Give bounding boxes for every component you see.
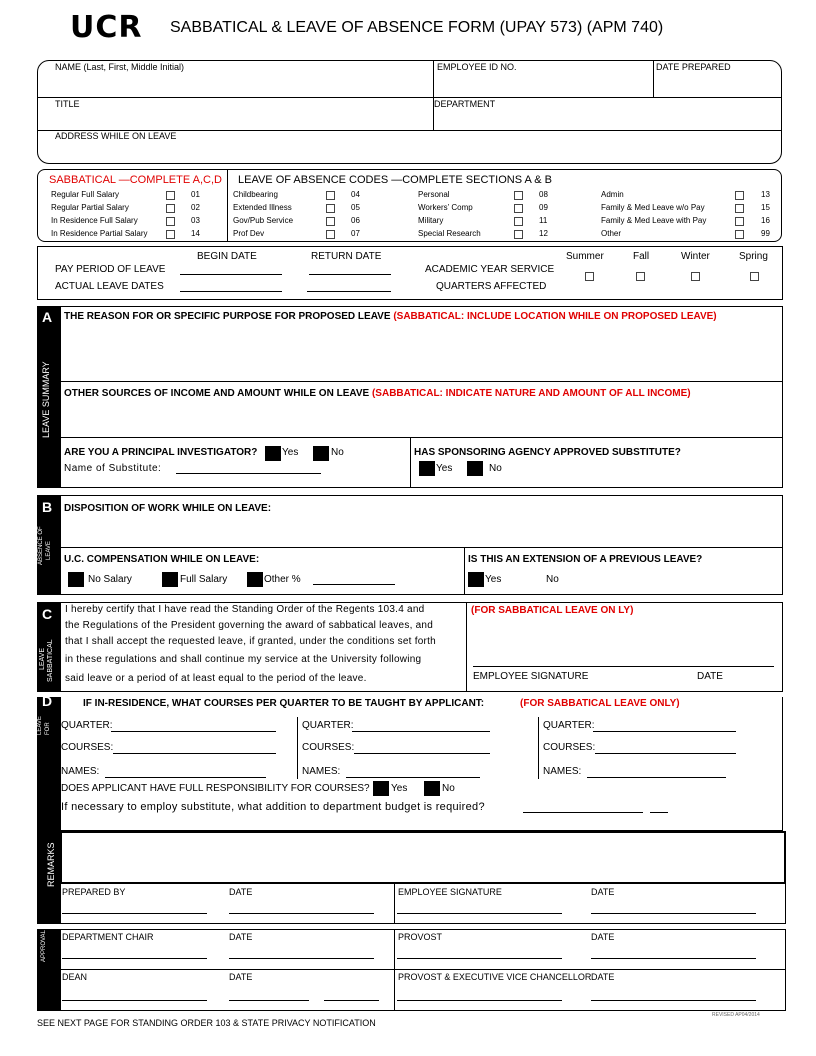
courses-label: COURSES: — [543, 742, 596, 753]
income-label — [64, 388, 691, 399]
budget-question: If necessary to employ substitute, what addition to department budget is required? — [61, 801, 485, 813]
pay-period-return-line[interactable] — [309, 274, 391, 275]
loa-codes-heading: LEAVE OF ABSENCE CODES —COMPLETE SECTIONS A & B — [238, 174, 552, 186]
code-label: Special Research — [418, 229, 481, 238]
prepared-date-label: DATE — [229, 887, 253, 897]
income-text: OTHER SOURCES OF INCOME AND AMOUNT WHILE ON LEAVE — [64, 388, 372, 399]
title-field[interactable]: TITLE — [55, 99, 80, 109]
address-field[interactable]: ADDRESS WHILE ON LEAVE — [55, 131, 177, 141]
sabbatical-codes-heading: SABBATICAL —COMPLETE A,C,D — [49, 174, 222, 186]
summer-checkbox[interactable] — [585, 272, 594, 281]
season-winter: Winter — [681, 251, 710, 262]
code-checkbox[interactable] — [166, 191, 175, 200]
code-label: Military — [418, 216, 444, 225]
code-number: 14 — [191, 229, 200, 238]
quarter-line[interactable] — [593, 731, 736, 732]
code-checkbox[interactable] — [326, 191, 335, 200]
footer-note: SEE NEXT PAGE FOR STANDING ORDER 103 & STATE PRIVACY NOTIFICATION — [37, 1018, 376, 1028]
no-salary-checkbox[interactable] — [68, 572, 84, 587]
dept-chair-line[interactable] — [62, 958, 207, 959]
code-checkbox[interactable] — [735, 230, 744, 239]
quarter-label: QUARTER: — [302, 720, 354, 731]
code-label: Family & Med Leave w/o Pay — [601, 203, 705, 212]
no-salary-label: No Salary — [88, 574, 132, 585]
provost-evc-date-label: DATE — [591, 972, 615, 982]
code-number: 06 — [351, 216, 360, 225]
code-number: 09 — [539, 203, 548, 212]
provost-line[interactable] — [397, 958, 562, 959]
code-label: In Residence Full Salary — [51, 216, 138, 225]
actual-dates-label: ACTUAL LEAVE DATES — [55, 281, 164, 292]
names-label: NAMES: — [543, 766, 582, 777]
pi-no-label: No — [331, 447, 344, 458]
ucr-logo: UCR — [70, 10, 143, 45]
provost-evc-label: PROVOST & EXECUTIVE VICE CHANCELLOR — [398, 972, 592, 982]
sabbatical-only-note: (FOR SABBATICAL LEAVE ON LY) — [471, 605, 634, 616]
leave-label-c: LEAVE — [39, 647, 46, 670]
full-resp-no-label: No — [442, 783, 455, 794]
code-number: 04 — [351, 190, 360, 199]
disposition-label: DISPOSITION OF WORK WHILE ON LEAVE: — [64, 503, 272, 514]
pi-question: ARE YOU A PRINCIPAL INVESTIGATOR? — [64, 447, 258, 458]
section-b-letter: B — [42, 499, 53, 515]
income-red-text: (SABBATICAL: INDICATE NATURE AND AMOUNT OF ALL INCOME) — [371, 388, 691, 399]
names-label: NAMES: — [302, 766, 341, 777]
names-line[interactable] — [346, 777, 480, 778]
remarks-field[interactable] — [60, 831, 786, 884]
code-label: Other — [601, 229, 622, 238]
employee-signature-label-c: EMPLOYEE SIGNATURE — [473, 671, 589, 682]
section-a-letter: A — [42, 309, 53, 325]
begin-date-heading: BEGIN DATE — [197, 251, 257, 262]
employee-date-line[interactable] — [591, 913, 756, 914]
prepared-date-line[interactable] — [229, 913, 374, 914]
full-salary-checkbox[interactable] — [162, 572, 178, 587]
approval-label: APPROVAL — [41, 930, 47, 962]
substitute-line[interactable] — [176, 473, 321, 474]
code-checkbox[interactable] — [326, 230, 335, 239]
extension-yes-checkbox[interactable] — [468, 572, 484, 587]
names-label: NAMES: — [61, 766, 100, 777]
names-line[interactable] — [105, 777, 266, 778]
quarter-line[interactable] — [111, 731, 276, 732]
full-resp-yes-label: Yes — [391, 783, 408, 794]
code-number: 03 — [191, 216, 200, 225]
extension-no-label[interactable]: No — [546, 574, 559, 585]
code-label: Family & Med Leave with Pay — [601, 216, 707, 225]
code-checkbox[interactable] — [514, 204, 523, 213]
code-checkbox[interactable] — [326, 204, 335, 213]
sponsor-yes-checkbox[interactable] — [419, 461, 435, 476]
spring-checkbox[interactable] — [750, 272, 759, 281]
provost-evc-date-line[interactable] — [591, 1000, 756, 1001]
code-number: 13 — [761, 190, 770, 199]
code-number: 07 — [351, 229, 360, 238]
certification-line: that I shall accept the requested leave, if granted, under the conditions set forth — [65, 636, 436, 647]
employee-info-block — [37, 60, 782, 164]
code-number: 11 — [539, 216, 548, 225]
code-label: Prof Dev — [233, 229, 265, 238]
revised-note: REVISED AP04/2014 — [712, 1012, 760, 1018]
section-c-letter: C — [42, 606, 53, 622]
budget-line-2[interactable] — [650, 812, 668, 813]
employee-signature-label: EMPLOYEE SIGNATURE — [398, 887, 502, 897]
other-percent-line[interactable] — [313, 584, 395, 585]
pay-period-label: PAY PERIOD OF LEAVE — [55, 264, 166, 275]
season-fall: Fall — [633, 251, 650, 262]
pi-yes-label: Yes — [282, 447, 299, 458]
dept-chair-date-label: DATE — [229, 932, 253, 942]
prepared-by-line[interactable] — [62, 913, 207, 914]
dean-date-label: DATE — [229, 972, 253, 982]
dept-chair-date-line[interactable] — [229, 958, 374, 959]
sponsor-no-checkbox[interactable] — [467, 461, 483, 476]
department-field[interactable]: DEPARTMENT — [434, 99, 496, 109]
code-checkbox[interactable] — [166, 230, 175, 239]
section-d-letter: D — [42, 693, 53, 709]
code-checkbox[interactable] — [735, 204, 744, 213]
certification-line: said leave or a period of at least equal to the period of the leave. — [65, 673, 367, 684]
name-field[interactable]: NAME (Last, First, Middle Initial) — [55, 62, 185, 72]
code-number: 12 — [539, 229, 548, 238]
code-number: 08 — [539, 190, 548, 199]
code-label: Gov/Pub Service — [233, 216, 294, 225]
courses-heading-note: (FOR SABBATICAL LEAVE ONLY) — [520, 698, 680, 709]
code-number: 16 — [761, 216, 770, 225]
fall-checkbox[interactable] — [636, 272, 645, 281]
courses-heading: IF IN-RESIDENCE, WHAT COURSES PER QUARTER TO BE TAUGHT BY APPLICANT: — [83, 698, 485, 709]
code-number: 15 — [761, 203, 770, 212]
remarks-label: REMARKS — [46, 842, 56, 887]
pi-no-checkbox[interactable] — [313, 446, 329, 461]
quarter-label: QUARTER: — [543, 720, 595, 731]
employee-date-label: DATE — [591, 887, 615, 897]
employee-signature-line-c[interactable] — [473, 666, 774, 667]
dean-date-line[interactable] — [229, 1000, 309, 1001]
actual-begin-line[interactable] — [180, 291, 282, 292]
form-title: SABBATICAL & LEAVE OF ABSENCE FORM (UPAY 573) (APM 740) — [170, 19, 664, 36]
provost-date-line[interactable] — [591, 958, 756, 959]
code-label: Regular Full Salary — [51, 190, 120, 199]
courses-line[interactable] — [354, 753, 490, 754]
courses-line[interactable] — [595, 753, 736, 754]
code-checkbox[interactable] — [514, 230, 523, 239]
full-salary-label: Full Salary — [180, 574, 228, 585]
substitute-label: Name of Substitute: — [64, 463, 162, 474]
code-checkbox[interactable] — [735, 191, 744, 200]
names-line[interactable] — [587, 777, 726, 778]
certification-line: I hereby certify that I have read the Standing Order of the Regents 103.4 and — [65, 604, 425, 615]
code-number: 02 — [191, 203, 200, 212]
pi-yes-checkbox[interactable] — [265, 446, 281, 461]
extension-yes-label: Yes — [485, 574, 502, 585]
season-spring: Spring — [739, 251, 768, 262]
extension-question: IS THIS AN EXTENSION OF A PREVIOUS LEAVE? — [468, 554, 703, 565]
for-label-d: FOR — [45, 722, 51, 735]
leave-label-b: LEAVE — [46, 541, 52, 560]
dean-date-line-2[interactable] — [324, 1000, 379, 1001]
code-label: Personal — [418, 190, 450, 199]
dept-chair-label: DEPARTMENT CHAIR — [62, 932, 154, 942]
provost-evc-line[interactable] — [397, 1000, 562, 1001]
code-number: 01 — [191, 190, 200, 199]
courses-label: COURSES: — [302, 742, 355, 753]
provost-date-label: DATE — [591, 932, 615, 942]
sponsor-no-label: No — [489, 463, 502, 474]
sponsor-yes-label: Yes — [436, 463, 453, 474]
compensation-label: U.C. COMPENSATION WHILE ON LEAVE: — [64, 554, 260, 565]
winter-checkbox[interactable] — [691, 272, 700, 281]
code-label: Admin — [601, 190, 624, 199]
employee-id-field[interactable]: EMPLOYEE ID NO. — [437, 62, 517, 72]
code-label: Workers’ Comp — [418, 203, 473, 212]
dean-line[interactable] — [62, 1000, 207, 1001]
dean-label: DEAN — [62, 972, 88, 982]
leave-summary-label: LEAVE SUMMARY — [41, 361, 51, 438]
reason-label — [64, 311, 717, 322]
prepared-by-label: PREPARED BY — [62, 887, 126, 897]
other-salary-checkbox[interactable] — [247, 572, 263, 587]
provost-label: PROVOST — [398, 932, 443, 942]
courses-line[interactable] — [113, 753, 276, 754]
full-responsibility-question: DOES APPLICANT HAVE FULL RESPONSIBILITY FOR COURSES? — [61, 783, 370, 794]
courses-label: COURSES: — [61, 742, 114, 753]
code-checkbox[interactable] — [326, 217, 335, 226]
return-date-heading: RETURN DATE — [311, 251, 382, 262]
season-summer: Summer — [566, 251, 604, 262]
code-label: In Residence Partial Salary — [51, 229, 148, 238]
other-percent-label: Other % — [264, 574, 301, 585]
sabbatical-label-c: SABBATICAL — [47, 639, 54, 682]
actual-return-line[interactable] — [307, 291, 391, 292]
code-checkbox[interactable] — [735, 217, 744, 226]
code-label: Childbearing — [233, 190, 278, 199]
reason-red-text: (SABBATICAL: INCLUDE LOCATION WHILE ON PROPOSED LEAVE) — [393, 311, 717, 322]
pay-period-begin-line[interactable] — [180, 274, 282, 275]
code-checkbox[interactable] — [166, 204, 175, 213]
full-resp-yes-checkbox[interactable] — [373, 781, 389, 796]
employee-signature-line[interactable] — [397, 913, 562, 914]
code-checkbox[interactable] — [514, 217, 523, 226]
code-label: Extended Illness — [233, 203, 292, 212]
quarters-affected-label: QUARTERS AFFECTED — [436, 281, 547, 292]
code-label: Regular Partial Salary — [51, 203, 129, 212]
certification-line: in these regulations and shall continue my service at the University following — [65, 654, 422, 665]
academic-year-label: ACADEMIC YEAR SERVICE — [425, 264, 555, 275]
date-label-c: DATE — [697, 671, 723, 682]
budget-line[interactable] — [523, 812, 643, 813]
certification-line: the Regulations of the President governing the award of sabbatical leaves, and — [65, 620, 434, 631]
code-checkbox[interactable] — [514, 191, 523, 200]
code-checkbox[interactable] — [166, 217, 175, 226]
quarter-line[interactable] — [352, 731, 490, 732]
leave-label-d: LEAVE — [37, 716, 43, 735]
code-number: 99 — [761, 229, 770, 238]
quarter-label: QUARTER: — [61, 720, 113, 731]
reason-text: THE REASON FOR OR SPECIFIC PURPOSE FOR PROPOSED LEAVE — [64, 311, 394, 322]
code-number: 05 — [351, 203, 360, 212]
absence-of-label: ABSENCE OF — [38, 526, 44, 565]
full-resp-no-checkbox[interactable] — [424, 781, 440, 796]
date-prepared-field[interactable]: DATE PREPARED — [656, 62, 731, 72]
sponsor-question: HAS SPONSORING AGENCY APPROVED SUBSTITUTE? — [414, 447, 681, 458]
